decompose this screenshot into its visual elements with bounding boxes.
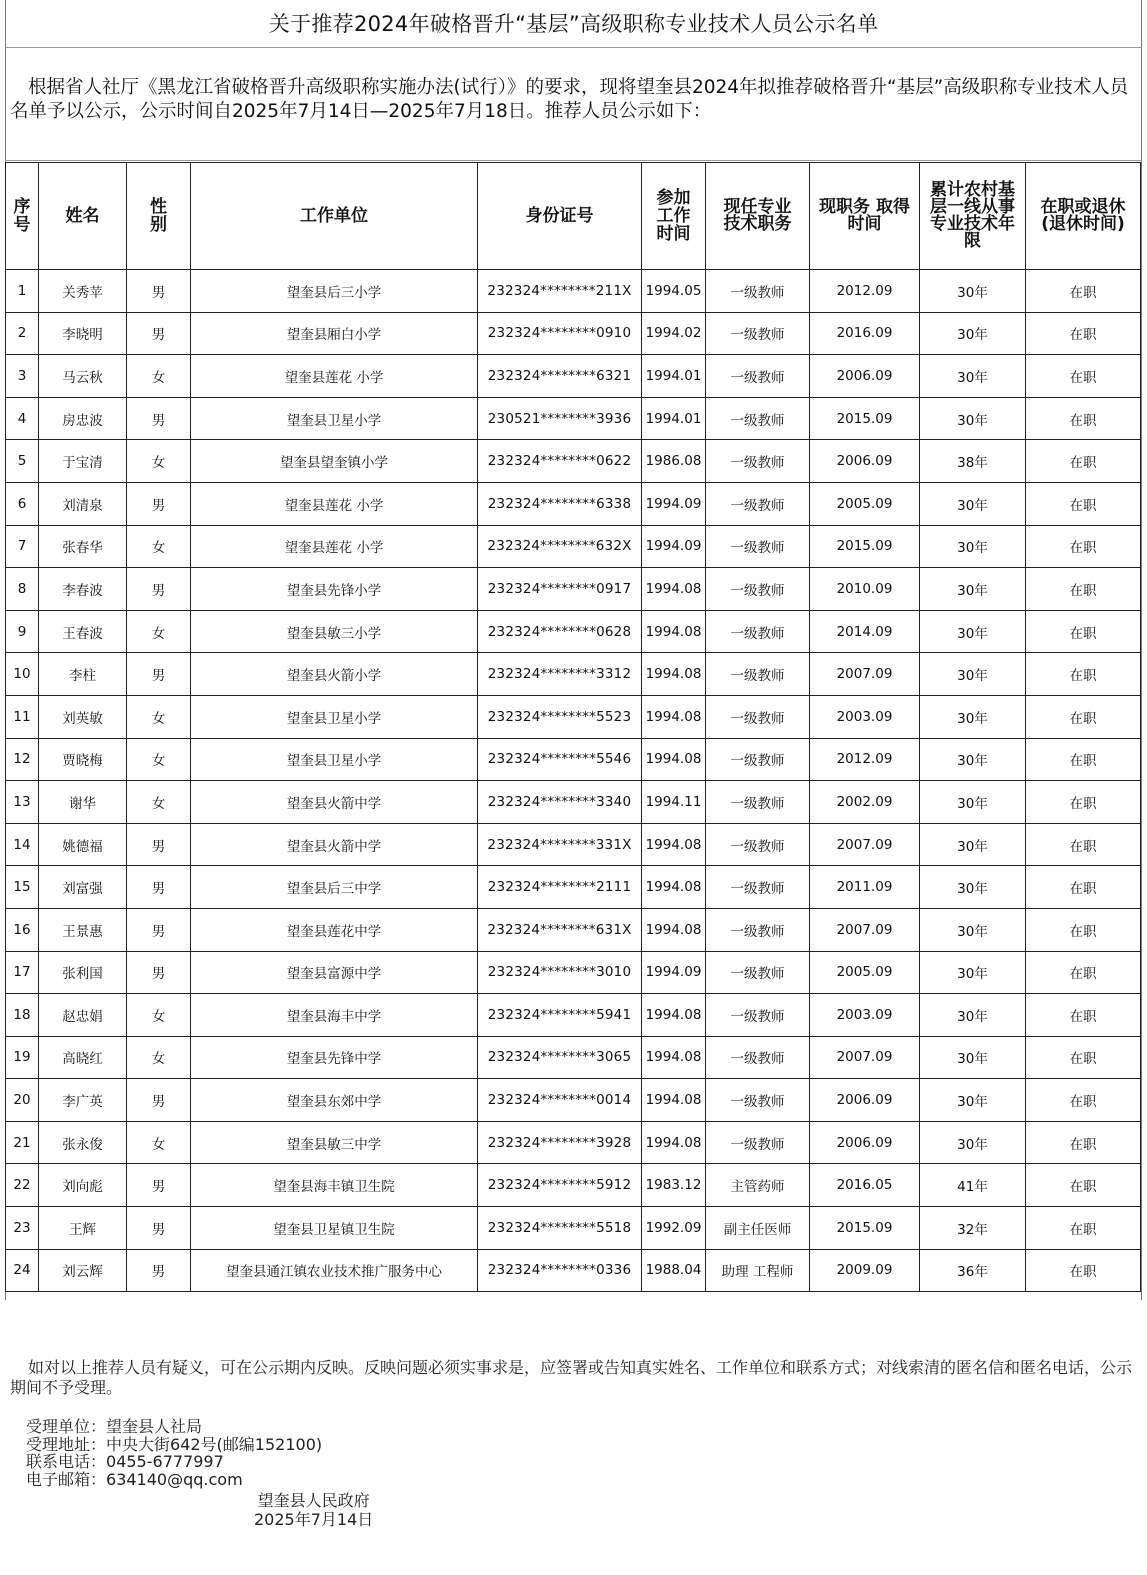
row-status: 在职 xyxy=(1026,355,1141,398)
row-years: 38年 xyxy=(920,440,1026,483)
row-name: 张永俊 xyxy=(39,1121,127,1164)
table-row xyxy=(6,1207,1141,1250)
row-name: 王景惠 xyxy=(39,908,127,951)
table-row xyxy=(6,653,1141,696)
contact-block xyxy=(26,1418,322,1488)
row-title-date: 2007.09 xyxy=(810,823,920,866)
row-title: 一级教师 xyxy=(706,312,810,355)
row-years: 30年 xyxy=(920,695,1026,738)
row-title: 一级教师 xyxy=(706,482,810,525)
row-seq: 1 xyxy=(6,270,39,313)
row-name: 赵忠娟 xyxy=(39,994,127,1037)
row-title-date: 2006.09 xyxy=(810,1121,920,1164)
row-unit: 望奎县海丰镇卫生院 xyxy=(191,1164,478,1207)
row-seq: 21 xyxy=(6,1121,39,1164)
header-title: 现任专业技术职务 xyxy=(706,163,810,270)
row-title-date: 2005.09 xyxy=(810,482,920,525)
row-title: 一级教师 xyxy=(706,1079,810,1122)
row-id: 232324********3928 xyxy=(478,1121,642,1164)
header-unit: 工作单位 xyxy=(191,163,478,270)
row-seq: 7 xyxy=(6,525,39,568)
row-unit: 望奎县通江镇农业技术推广服务中心 xyxy=(191,1249,478,1292)
row-title-date: 2015.09 xyxy=(810,1207,920,1250)
row-unit: 望奎县莲花 小学 xyxy=(191,482,478,525)
row-gender: 女 xyxy=(127,610,191,653)
row-work-start: 1994.08 xyxy=(642,1036,706,1079)
row-status: 在职 xyxy=(1026,270,1141,313)
row-id: 232324********5518 xyxy=(478,1207,642,1250)
row-status: 在职 xyxy=(1026,1249,1141,1292)
row-name: 刘富强 xyxy=(39,866,127,909)
row-seq: 22 xyxy=(6,1164,39,1207)
row-title-date: 2016.09 xyxy=(810,312,920,355)
row-title: 副主任医师 xyxy=(706,1207,810,1250)
table-row xyxy=(6,355,1141,398)
row-seq: 20 xyxy=(6,1079,39,1122)
row-name: 王辉 xyxy=(39,1207,127,1250)
row-name: 李春波 xyxy=(39,568,127,611)
row-id: 232324********6321 xyxy=(478,355,642,398)
row-status: 在职 xyxy=(1026,440,1141,483)
row-status: 在职 xyxy=(1026,610,1141,653)
row-unit: 望奎县先锋中学 xyxy=(191,1036,478,1079)
row-seq: 13 xyxy=(6,781,39,824)
row-id: 232324********3312 xyxy=(478,653,642,696)
row-title: 一级教师 xyxy=(706,951,810,994)
header-id: 身份证号 xyxy=(478,163,642,270)
table-row xyxy=(6,568,1141,611)
row-unit: 望奎县敏三小学 xyxy=(191,610,478,653)
row-status: 在职 xyxy=(1026,908,1141,951)
row-work-start: 1994.08 xyxy=(642,653,706,696)
row-id: 230521********3936 xyxy=(478,397,642,440)
row-title: 一级教师 xyxy=(706,397,810,440)
row-id: 232324********5546 xyxy=(478,738,642,781)
candidate-table xyxy=(5,162,1141,1292)
row-title-date: 2007.09 xyxy=(810,653,920,696)
row-unit: 望奎县莲花 小学 xyxy=(191,355,478,398)
row-seq: 9 xyxy=(6,610,39,653)
row-title-date: 2007.09 xyxy=(810,1036,920,1079)
row-unit: 望奎县后三小学 xyxy=(191,270,478,313)
row-id: 232324********0628 xyxy=(478,610,642,653)
row-years: 30年 xyxy=(920,1036,1026,1079)
table-row xyxy=(6,610,1141,653)
row-years: 30年 xyxy=(920,610,1026,653)
row-title: 一级教师 xyxy=(706,994,810,1037)
row-title-date: 2005.09 xyxy=(810,951,920,994)
row-status: 在职 xyxy=(1026,1036,1141,1079)
row-gender: 女 xyxy=(127,525,191,568)
row-gender: 男 xyxy=(127,653,191,696)
table-row xyxy=(6,738,1141,781)
row-gender: 男 xyxy=(127,482,191,525)
contact-phone: 联系电话：0455-6777997 xyxy=(26,1452,224,1471)
row-name: 刘清泉 xyxy=(39,482,127,525)
row-name: 刘英敏 xyxy=(39,695,127,738)
table-row xyxy=(6,695,1141,738)
row-title-date: 2009.09 xyxy=(810,1249,920,1292)
row-title: 一级教师 xyxy=(706,1121,810,1164)
row-years: 30年 xyxy=(920,823,1026,866)
row-gender: 女 xyxy=(127,1036,191,1079)
row-unit: 望奎县莲花中学 xyxy=(191,908,478,951)
row-status: 在职 xyxy=(1026,312,1141,355)
row-gender: 男 xyxy=(127,312,191,355)
row-unit: 望奎县厢白小学 xyxy=(191,312,478,355)
row-seq: 8 xyxy=(6,568,39,611)
row-status: 在职 xyxy=(1026,1079,1141,1122)
row-gender: 男 xyxy=(127,1249,191,1292)
row-name: 房忠波 xyxy=(39,397,127,440)
row-gender: 女 xyxy=(127,738,191,781)
row-seq: 6 xyxy=(6,482,39,525)
row-id: 232324********0336 xyxy=(478,1249,642,1292)
row-seq: 10 xyxy=(6,653,39,696)
table-body xyxy=(6,270,1141,1292)
table-row xyxy=(6,908,1141,951)
row-id: 232324********3065 xyxy=(478,1036,642,1079)
row-years: 30年 xyxy=(920,312,1026,355)
table-row xyxy=(6,823,1141,866)
row-id: 232324********2111 xyxy=(478,866,642,909)
row-work-start: 1994.09 xyxy=(642,525,706,568)
row-gender: 男 xyxy=(127,270,191,313)
row-work-start: 1994.09 xyxy=(642,482,706,525)
row-title: 主管药师 xyxy=(706,1164,810,1207)
header-title-date: 现职务 取得时间 xyxy=(810,163,920,270)
row-seq: 5 xyxy=(6,440,39,483)
row-title-date: 2006.09 xyxy=(810,1079,920,1122)
row-name: 高晓红 xyxy=(39,1036,127,1079)
page-title: 关于推荐2024年破格晋升“基层”高级职称专业技术人员公示名单 xyxy=(268,12,879,36)
table-row xyxy=(6,1249,1141,1292)
row-name: 马云秋 xyxy=(39,355,127,398)
row-unit: 望奎县东郊中学 xyxy=(191,1079,478,1122)
row-work-start: 1994.08 xyxy=(642,1079,706,1122)
row-gender: 男 xyxy=(127,908,191,951)
row-years: 30年 xyxy=(920,908,1026,951)
row-gender: 男 xyxy=(127,1079,191,1122)
table-row xyxy=(6,440,1141,483)
row-status: 在职 xyxy=(1026,994,1141,1037)
row-work-start: 1994.05 xyxy=(642,270,706,313)
row-years: 36年 xyxy=(920,1249,1026,1292)
row-title: 助理 工程师 xyxy=(706,1249,810,1292)
row-years: 30年 xyxy=(920,525,1026,568)
table-row xyxy=(6,482,1141,525)
row-work-start: 1994.08 xyxy=(642,823,706,866)
row-years: 30年 xyxy=(920,568,1026,611)
row-id: 232324********331X xyxy=(478,823,642,866)
table-row xyxy=(6,1121,1141,1164)
row-status: 在职 xyxy=(1026,781,1141,824)
row-id: 232324********6338 xyxy=(478,482,642,525)
table-row xyxy=(6,951,1141,994)
row-seq: 19 xyxy=(6,1036,39,1079)
title-divider xyxy=(5,47,1142,48)
contact-email: 电子邮箱：634140@qq.com xyxy=(26,1469,243,1489)
row-work-start: 1994.08 xyxy=(642,610,706,653)
row-work-start: 1994.08 xyxy=(642,1121,706,1164)
header-gender: 性别 xyxy=(127,163,191,270)
table-header-row xyxy=(6,163,1141,270)
row-title-date: 2011.09 xyxy=(810,866,920,909)
row-id: 232324********3340 xyxy=(478,781,642,824)
row-unit: 望奎县后三中学 xyxy=(191,866,478,909)
row-gender: 男 xyxy=(127,823,191,866)
row-status: 在职 xyxy=(1026,397,1141,440)
row-title-date: 2016.05 xyxy=(810,1164,920,1207)
table-row xyxy=(6,781,1141,824)
row-seq: 17 xyxy=(6,951,39,994)
header-status: 在职或退休(退休时间) xyxy=(1026,163,1141,270)
row-work-start: 1992.09 xyxy=(642,1207,706,1250)
row-title-date: 2014.09 xyxy=(810,610,920,653)
table-row xyxy=(6,866,1141,909)
row-title: 一级教师 xyxy=(706,823,810,866)
row-status: 在职 xyxy=(1026,951,1141,994)
row-gender: 男 xyxy=(127,568,191,611)
header-years: 累计农村基层一线从事专业技术年限 xyxy=(920,163,1026,270)
row-unit: 望奎县望奎镇小学 xyxy=(191,440,478,483)
row-title: 一级教师 xyxy=(706,355,810,398)
header-seq: 序号 xyxy=(6,163,39,270)
row-years: 30年 xyxy=(920,951,1026,994)
row-name: 张利国 xyxy=(39,951,127,994)
row-unit: 望奎县火箭中学 xyxy=(191,823,478,866)
row-work-start: 1994.08 xyxy=(642,866,706,909)
row-status: 在职 xyxy=(1026,653,1141,696)
row-title: 一级教师 xyxy=(706,1036,810,1079)
row-unit: 望奎县先锋小学 xyxy=(191,568,478,611)
row-work-start: 1983.12 xyxy=(642,1164,706,1207)
row-status: 在职 xyxy=(1026,695,1141,738)
row-gender: 女 xyxy=(127,695,191,738)
row-years: 30年 xyxy=(920,781,1026,824)
row-years: 30年 xyxy=(920,397,1026,440)
table-row xyxy=(6,270,1141,313)
row-title: 一级教师 xyxy=(706,908,810,951)
row-title-date: 2007.09 xyxy=(810,908,920,951)
row-id: 232324********0917 xyxy=(478,568,642,611)
row-gender: 男 xyxy=(127,951,191,994)
row-years: 30年 xyxy=(920,738,1026,781)
row-work-start: 1994.11 xyxy=(642,781,706,824)
row-title-date: 2015.09 xyxy=(810,525,920,568)
row-years: 41年 xyxy=(920,1164,1026,1207)
row-title: 一级教师 xyxy=(706,738,810,781)
row-title: 一级教师 xyxy=(706,270,810,313)
contact-address: 受理地址：中央大街642号(邮编152100) xyxy=(26,1434,323,1454)
row-name: 刘向彪 xyxy=(39,1164,127,1207)
row-gender: 男 xyxy=(127,866,191,909)
row-title: 一级教师 xyxy=(706,610,810,653)
signature-date: 2025年7月14日 xyxy=(254,1510,374,1529)
row-title-date: 2010.09 xyxy=(810,568,920,611)
row-unit: 望奎县卫星镇卫生院 xyxy=(191,1207,478,1250)
row-work-start: 1994.08 xyxy=(642,738,706,781)
row-id: 232324********631X xyxy=(478,908,642,951)
row-name: 关秀苹 xyxy=(39,270,127,313)
table-row xyxy=(6,994,1141,1037)
row-years: 30年 xyxy=(920,355,1026,398)
table-row xyxy=(6,1079,1141,1122)
row-title: 一级教师 xyxy=(706,440,810,483)
email-link[interactable]: 634140@qq.com xyxy=(106,1469,243,1489)
table-row xyxy=(6,1164,1141,1207)
row-title-date: 2006.09 xyxy=(810,355,920,398)
row-years: 30年 xyxy=(920,270,1026,313)
row-seq: 11 xyxy=(6,695,39,738)
row-work-start: 1994.01 xyxy=(642,397,706,440)
row-seq: 12 xyxy=(6,738,39,781)
row-gender: 女 xyxy=(127,355,191,398)
row-id: 232324********5912 xyxy=(478,1164,642,1207)
row-work-start: 1994.01 xyxy=(642,355,706,398)
row-status: 在职 xyxy=(1026,738,1141,781)
row-work-start: 1988.04 xyxy=(642,1249,706,1292)
row-status: 在职 xyxy=(1026,1207,1141,1250)
row-title-date: 2002.09 xyxy=(810,781,920,824)
row-name: 谢华 xyxy=(39,781,127,824)
row-status: 在职 xyxy=(1026,1121,1141,1164)
row-title-date: 2006.09 xyxy=(810,440,920,483)
row-seq: 14 xyxy=(6,823,39,866)
objection-notice: 如对以上推荐人员有疑义，可在公示期内反映。反映问题必须实事求是，应签署或告知真实姓名、工作单位和联系方式；对线索清的匿名信和匿名电话，公示期间不予受理。 xyxy=(10,1358,1133,1397)
row-title: 一级教师 xyxy=(706,568,810,611)
row-gender: 男 xyxy=(127,1164,191,1207)
row-status: 在职 xyxy=(1026,866,1141,909)
row-gender: 女 xyxy=(127,994,191,1037)
row-gender: 男 xyxy=(127,1207,191,1250)
row-unit: 望奎县海丰中学 xyxy=(191,994,478,1037)
row-seq: 24 xyxy=(6,1249,39,1292)
row-seq: 3 xyxy=(6,355,39,398)
row-status: 在职 xyxy=(1026,525,1141,568)
row-seq: 4 xyxy=(6,397,39,440)
row-work-start: 1994.08 xyxy=(642,908,706,951)
row-id: 232324********3010 xyxy=(478,951,642,994)
row-gender: 女 xyxy=(127,1121,191,1164)
header-work-start: 参加工作时间 xyxy=(642,163,706,270)
row-unit: 望奎县卫星小学 xyxy=(191,695,478,738)
row-title-date: 2003.09 xyxy=(810,695,920,738)
row-title: 一级教师 xyxy=(706,781,810,824)
row-unit: 望奎县敏三中学 xyxy=(191,1121,478,1164)
row-years: 30年 xyxy=(920,866,1026,909)
table-row xyxy=(6,397,1141,440)
row-unit: 望奎县富源中学 xyxy=(191,951,478,994)
row-years: 30年 xyxy=(920,994,1026,1037)
row-work-start: 1994.08 xyxy=(642,568,706,611)
table-row xyxy=(6,1036,1141,1079)
row-years: 32年 xyxy=(920,1207,1026,1250)
row-title-date: 2015.09 xyxy=(810,397,920,440)
row-gender: 男 xyxy=(127,397,191,440)
intro-paragraph: 根据省人社厅《黑龙江省破格晋升高级职称实施办法(试行）》的要求，现将望奎县2024年拟推荐破格晋升“基层”高级职称专业技术人员名单予以公示，公示时间自2025年7月14日—2025年7月18日。推荐人员公示如下： xyxy=(10,77,1129,122)
row-years: 30年 xyxy=(920,1079,1026,1122)
row-gender: 女 xyxy=(127,781,191,824)
row-seq: 15 xyxy=(6,866,39,909)
row-work-start: 1994.09 xyxy=(642,951,706,994)
row-title: 一级教师 xyxy=(706,866,810,909)
row-years: 30年 xyxy=(920,1121,1026,1164)
row-status: 在职 xyxy=(1026,568,1141,611)
row-name: 王春波 xyxy=(39,610,127,653)
intro-divider xyxy=(5,160,1142,161)
row-work-start: 1994.02 xyxy=(642,312,706,355)
row-status: 在职 xyxy=(1026,482,1141,525)
row-title-date: 2012.09 xyxy=(810,738,920,781)
row-id: 232324********5941 xyxy=(478,994,642,1037)
row-seq: 16 xyxy=(6,908,39,951)
row-status: 在职 xyxy=(1026,1164,1141,1207)
page-border-right xyxy=(1141,0,1142,1300)
row-gender: 女 xyxy=(127,440,191,483)
row-name: 李晓明 xyxy=(39,312,127,355)
row-name: 姚德福 xyxy=(39,823,127,866)
row-name: 李柱 xyxy=(39,653,127,696)
signature-block xyxy=(254,1491,373,1529)
row-name: 于宝清 xyxy=(39,440,127,483)
row-unit: 望奎县火箭中学 xyxy=(191,781,478,824)
row-unit: 望奎县卫星小学 xyxy=(191,738,478,781)
row-id: 232324********0910 xyxy=(478,312,642,355)
row-work-start: 1994.08 xyxy=(642,994,706,1037)
row-title: 一级教师 xyxy=(706,695,810,738)
row-work-start: 1986.08 xyxy=(642,440,706,483)
row-id: 232324********632X xyxy=(478,525,642,568)
row-years: 30年 xyxy=(920,653,1026,696)
row-unit: 望奎县莲花 小学 xyxy=(191,525,478,568)
row-id: 232324********211X xyxy=(478,270,642,313)
row-name: 贾晓梅 xyxy=(39,738,127,781)
row-work-start: 1994.08 xyxy=(642,695,706,738)
row-name: 刘云辉 xyxy=(39,1249,127,1292)
row-name: 李广英 xyxy=(39,1079,127,1122)
table-row xyxy=(6,525,1141,568)
row-title-date: 2012.09 xyxy=(810,270,920,313)
row-title-date: 2003.09 xyxy=(810,994,920,1037)
row-id: 232324********5523 xyxy=(478,695,642,738)
row-unit: 望奎县卫星小学 xyxy=(191,397,478,440)
row-id: 232324********0622 xyxy=(478,440,642,483)
row-title: 一级教师 xyxy=(706,525,810,568)
row-seq: 23 xyxy=(6,1207,39,1250)
row-id: 232324********0014 xyxy=(478,1079,642,1122)
contact-unit: 受理单位：望奎县人社局 xyxy=(26,1417,203,1436)
table-row xyxy=(6,312,1141,355)
row-years: 30年 xyxy=(920,482,1026,525)
row-seq: 2 xyxy=(6,312,39,355)
row-name: 张春华 xyxy=(39,525,127,568)
header-name: 姓名 xyxy=(39,163,127,270)
row-seq: 18 xyxy=(6,994,39,1037)
row-unit: 望奎县火箭小学 xyxy=(191,653,478,696)
row-title: 一级教师 xyxy=(706,653,810,696)
signature-org: 望奎县人民政府 xyxy=(257,1491,370,1510)
row-status: 在职 xyxy=(1026,823,1141,866)
